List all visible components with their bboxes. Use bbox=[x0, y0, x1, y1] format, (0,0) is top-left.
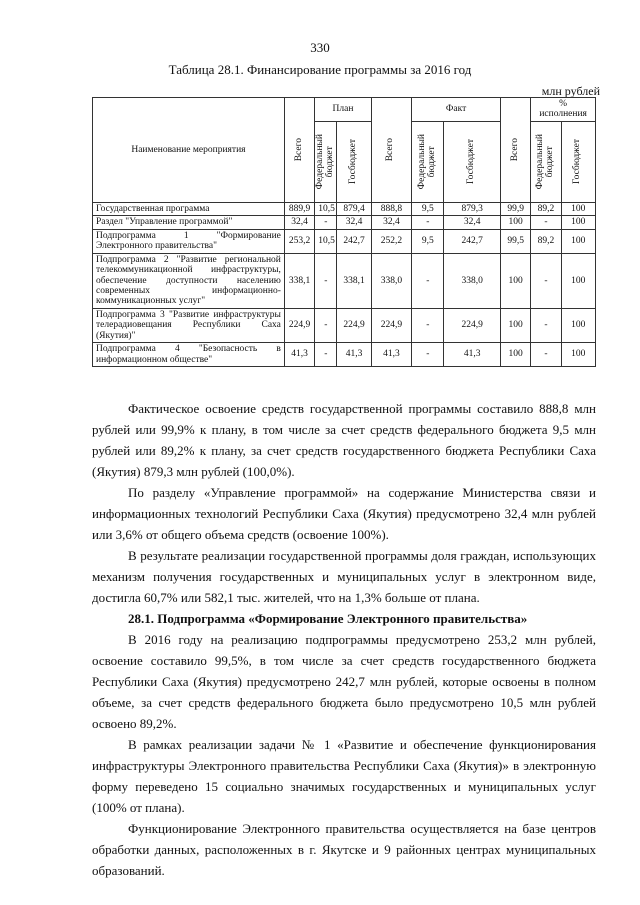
group-header-percent: % исполнения bbox=[531, 98, 596, 122]
table-cell: 224,9 bbox=[337, 308, 371, 342]
table-cell: 100 bbox=[500, 343, 530, 367]
table-cell: 338,0 bbox=[444, 253, 501, 308]
paragraph: В рамках реализации задачи № 1 «Развитие и обеспечение функционирования инфраструктуры Электронного правительства Республики Саха (Якутия)» в электронную форму переведено 15 социально значимых государственных и муниципальных услуг (100% от плана). bbox=[92, 737, 596, 815]
paragraph: В 2016 году на реализацию подпрограммы предусмотрено 253,2 млн рублей, освоение составило 99,5%, в том числе за счет средств государственного бюджета Республики Саха (Якутия) предусмотрено 242,7 млн рублей, которые освоены в полном объеме, за счет средств федерального бюджета было предусмотрено 10,5 млн рублей освоено 89,2%. bbox=[92, 632, 596, 731]
table-cell: 224,9 bbox=[284, 308, 314, 342]
table-cell: 89,2 bbox=[531, 202, 561, 215]
table-cell: 9,5 bbox=[412, 202, 444, 215]
table-cell: 100 bbox=[561, 216, 595, 229]
table-cell: 41,3 bbox=[371, 343, 411, 367]
table-cell: 99,9 bbox=[500, 202, 530, 215]
table-cell: 32,4 bbox=[337, 216, 371, 229]
table-row bbox=[93, 253, 596, 308]
table-cell: - bbox=[531, 343, 561, 367]
column-header-pct-state: Госбюджет bbox=[561, 121, 595, 202]
table-cell: - bbox=[315, 216, 337, 229]
table-cell: 100 bbox=[500, 308, 530, 342]
table-cell: - bbox=[315, 308, 337, 342]
row-name: Подпрограмма 3 "Развитие инфраструктуры телерадиовещания Республики Саха (Якутия)" bbox=[93, 308, 285, 342]
table-cell: - bbox=[531, 216, 561, 229]
table-cell: - bbox=[412, 216, 444, 229]
column-header-plan-state: Госбюджет bbox=[337, 121, 371, 202]
table-cell: 32,4 bbox=[444, 216, 501, 229]
table-row bbox=[93, 308, 596, 342]
column-header-fact-state: Госбюджет bbox=[444, 121, 501, 202]
table-cell: 338,1 bbox=[337, 253, 371, 308]
table-cell: - bbox=[412, 253, 444, 308]
table-cell: 224,9 bbox=[444, 308, 501, 342]
paragraph: По разделу «Управление программой» на содержание Министерства связи и информационных технологий Республики Саха (Якутия) предусмотрено 32,4 млн рублей или 3,6% от общего объема средств (освоение 100%). bbox=[92, 485, 596, 542]
column-header-plan-federal: Федеральный бюджет bbox=[315, 121, 337, 202]
table-cell: - bbox=[315, 343, 337, 367]
table-cell: 338,1 bbox=[284, 253, 314, 308]
body-text-block-1 bbox=[92, 398, 596, 881]
page-number: 330 bbox=[310, 40, 330, 55]
table-cell: - bbox=[315, 253, 337, 308]
table-cell: 889,9 bbox=[284, 202, 314, 215]
table-cell: 32,4 bbox=[371, 216, 411, 229]
table-cell: 879,3 bbox=[444, 202, 501, 215]
units-label: млн рублей bbox=[541, 84, 600, 98]
table-cell: - bbox=[412, 308, 444, 342]
table-body bbox=[93, 202, 596, 366]
table-cell: 242,7 bbox=[337, 229, 371, 253]
table-cell: - bbox=[531, 253, 561, 308]
column-header-fact-total: Всего bbox=[371, 98, 411, 203]
row-name: Государственная программа bbox=[93, 202, 285, 215]
column-header-plan-total: Всего bbox=[284, 98, 314, 203]
group-header-plan: План bbox=[315, 98, 372, 122]
table-cell: 253,2 bbox=[284, 229, 314, 253]
table-cell: 224,9 bbox=[371, 308, 411, 342]
group-header-fact: Факт bbox=[412, 98, 501, 122]
table-cell: 338,0 bbox=[371, 253, 411, 308]
table-cell: 100 bbox=[561, 229, 595, 253]
table-cell: 100 bbox=[561, 253, 595, 308]
paragraph: Фактическое освоение средств государственной программы составило 888,8 млн рублей или 99,9% к плану, в том числе за счет средств федерального бюджета 9,5 млн рублей или 89,2% к плану, за счет средств государственного бюджета Республики Саха (Якутия) 879,3 млн рублей (100,0%). bbox=[92, 401, 596, 479]
row-name: Подпрограмма 4 "Безопасность в информационном обществе" bbox=[93, 343, 285, 367]
row-name: Подпрограмма 2 "Развитие региональной телекоммуникационной инфраструктуры, обеспечение доступности населению современных информационно-коммуникационных услуг" bbox=[93, 253, 285, 308]
table-cell: 879,4 bbox=[337, 202, 371, 215]
table-row bbox=[93, 216, 596, 229]
paragraph: В результате реализации государственной программы доля граждан, использующих механизм получения государственных и муниципальных услуг в электронном виде, достигла 60,7% или 582,1 тыс. жителей, что на 1,3% больше от плана. bbox=[92, 548, 596, 605]
table-cell: 242,7 bbox=[444, 229, 501, 253]
table-cell: 41,3 bbox=[337, 343, 371, 367]
column-header-pct-total: Всего bbox=[500, 98, 530, 203]
table-cell: 89,2 bbox=[531, 229, 561, 253]
table-cell: 100 bbox=[561, 202, 595, 215]
section-heading: 28.1. Подпрограмма «Формирование Электронного правительства» bbox=[128, 611, 528, 626]
table-cell: 252,2 bbox=[371, 229, 411, 253]
table-cell: - bbox=[531, 308, 561, 342]
financing-table bbox=[92, 97, 596, 367]
column-header-fact-federal: Федеральный бюджет bbox=[412, 121, 444, 202]
column-header-name: Наименование мероприятия bbox=[93, 98, 285, 203]
table-cell: 888,8 bbox=[371, 202, 411, 215]
table-row bbox=[93, 202, 596, 215]
table-cell: 9,5 bbox=[412, 229, 444, 253]
column-header-pct-federal: Федеральный бюджет bbox=[531, 121, 561, 202]
table-cell: 10,5 bbox=[315, 229, 337, 253]
row-name: Подпрограмма 1 "Формирование Электронного правительства" bbox=[93, 229, 285, 253]
table-cell: 100 bbox=[500, 253, 530, 308]
table-cell: 32,4 bbox=[284, 216, 314, 229]
table-row bbox=[93, 229, 596, 253]
table-cell: 41,3 bbox=[444, 343, 501, 367]
table-cell: - bbox=[412, 343, 444, 367]
table-cell: 99,5 bbox=[500, 229, 530, 253]
paragraph: Функционирование Электронного правительства осуществляется на базе центров обработки данных, расположенных в г. Якутске и 9 районных центрах муниципальных образований. bbox=[92, 821, 596, 878]
table-cell: 100 bbox=[561, 308, 595, 342]
table-row bbox=[93, 343, 596, 367]
table-title: Таблица 28.1. Финансирование программы за 2016 год bbox=[168, 62, 472, 77]
table-cell: 100 bbox=[561, 343, 595, 367]
table-cell: 10,5 bbox=[315, 202, 337, 215]
row-name: Раздел "Управление программой" bbox=[93, 216, 285, 229]
table-cell: 100 bbox=[500, 216, 530, 229]
table-cell: 41,3 bbox=[284, 343, 314, 367]
